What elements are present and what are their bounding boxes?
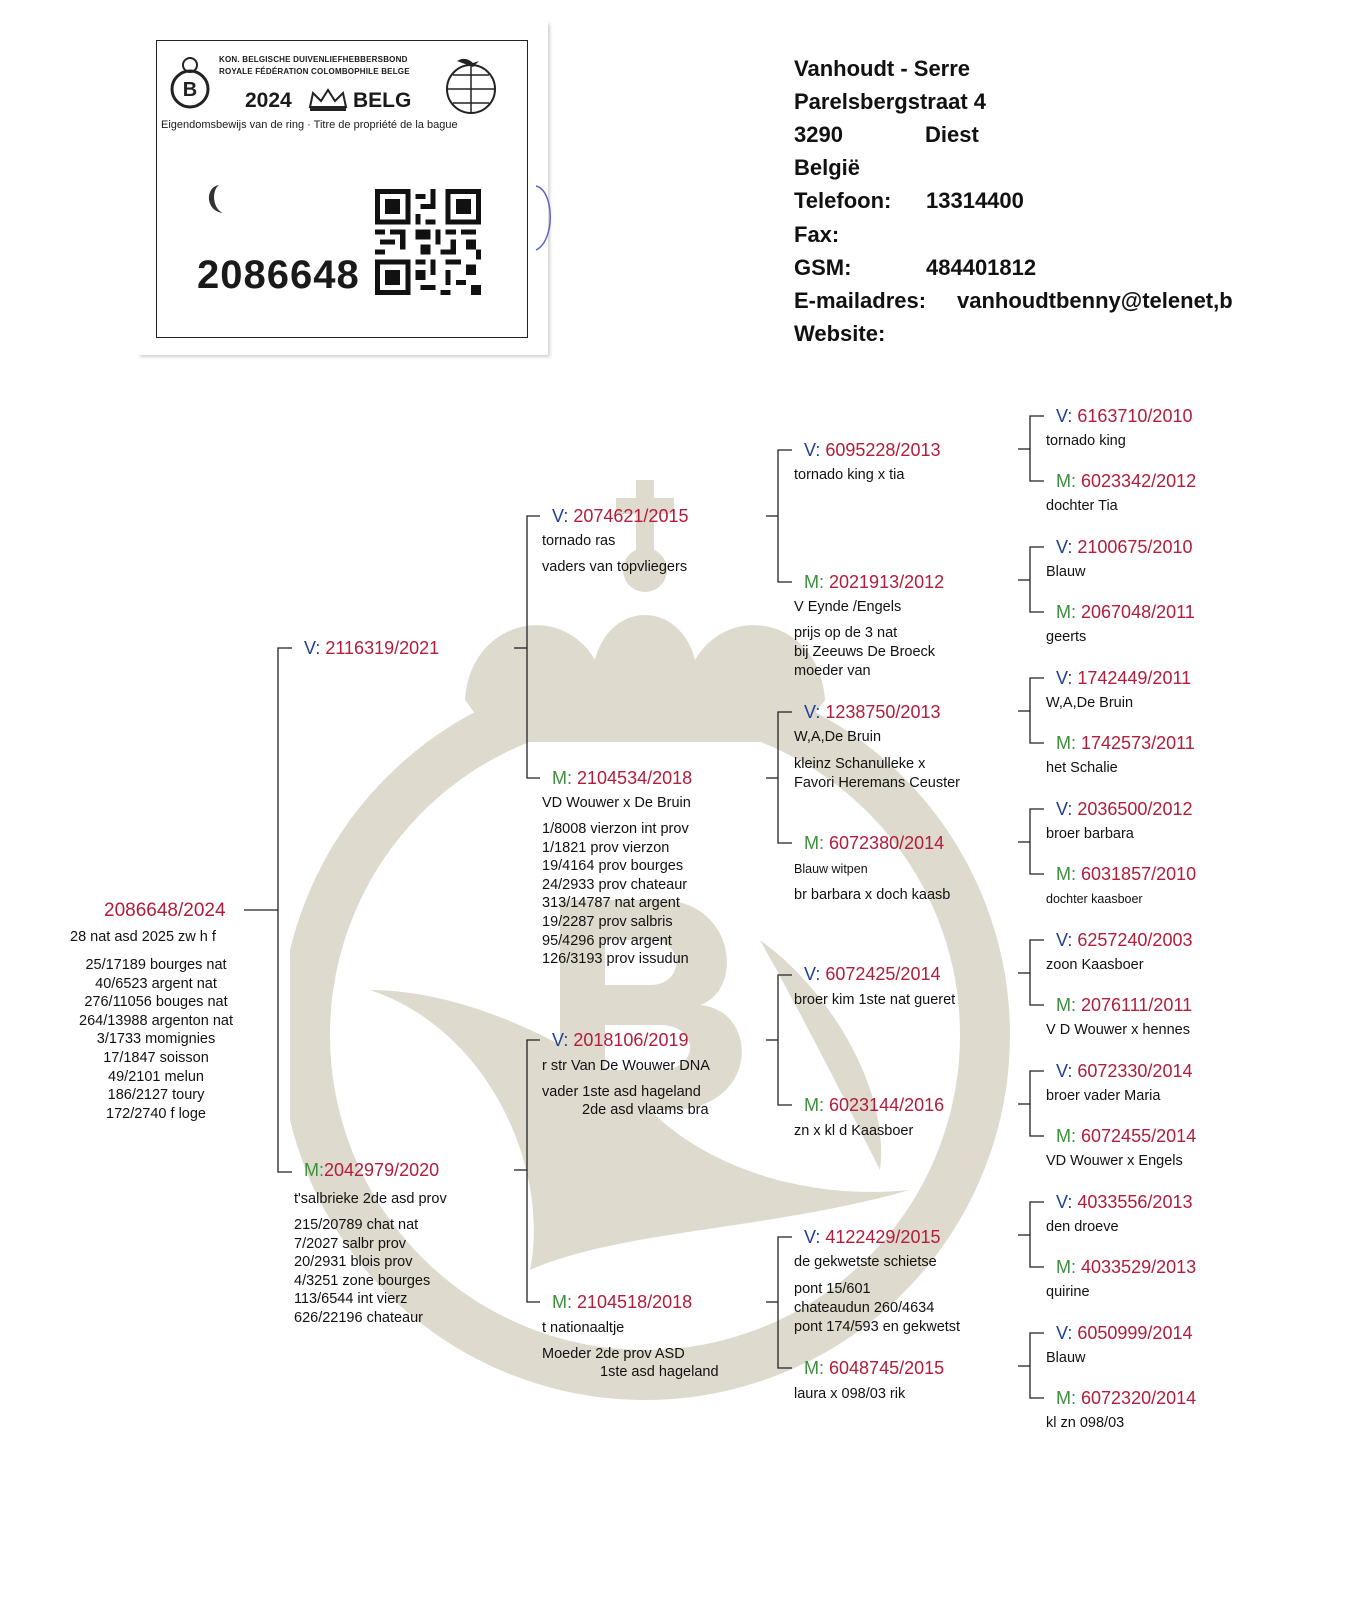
result-line: 3/1733 momignies: [96, 1031, 216, 1048]
website-label: Website:: [794, 321, 886, 346]
sex-label-m: M:: [804, 1095, 824, 1115]
gen4-15-line: Blauw: [1046, 1350, 1086, 1366]
result-line: 40/6523 argent nat: [95, 975, 217, 992]
result-line: 1/1821 prov vierzon: [542, 839, 670, 856]
gen3-6-line: zn x kl d Kaasboer: [794, 1123, 914, 1139]
sex-label-m: M:: [552, 768, 572, 788]
result-line: 4/3251 zone bourges: [294, 1272, 431, 1289]
sex-label-v: V:: [1056, 930, 1073, 950]
fax-label: Fax:: [794, 222, 840, 247]
email-label: E-mailadres:: [794, 288, 927, 313]
subject-note: 28 nat asd 2025 zw h f: [70, 929, 216, 945]
gen4-8: [1056, 864, 1196, 885]
ring-number: 2086648: [197, 253, 360, 297]
result-line: 186/2127 toury: [107, 1087, 205, 1104]
sex-label-m: M:: [1056, 1257, 1076, 1277]
gen4-2-ring: 6023342/2012: [1081, 471, 1197, 491]
ring-year: 2024: [245, 89, 292, 112]
gen2-mf-ring: 2018106/2019: [573, 1030, 689, 1050]
gen2-mm-line1: t nationaaltje: [542, 1320, 625, 1336]
gen2-fm: [552, 768, 692, 789]
gen4-16-line: kl zn 098/03: [1046, 1415, 1125, 1431]
result-line: 19/2287 prov salbris: [542, 913, 673, 930]
gen2-ff-line2: vaders van topvliegers: [542, 559, 688, 575]
gen4-8-ring: 6031857/2010: [1081, 864, 1197, 884]
gen3-8-line: laura x 098/03 rik: [794, 1386, 906, 1402]
gen2-fm-ring: 2104534/2018: [577, 768, 693, 788]
gen4-14-line: quirine: [1046, 1284, 1090, 1300]
ring-card-caption: Eigendomsbewijs van de ring · Titre de propriété de la bague: [161, 119, 458, 131]
gen2-mm-ring: 2104518/2018: [577, 1292, 693, 1312]
gen3-8-ring: 6048745/2015: [829, 1358, 945, 1378]
gsm-label: GSM:: [794, 255, 852, 280]
gen3-5: [804, 964, 940, 985]
gen4-10: [1056, 995, 1192, 1016]
sex-label-v: V:: [1056, 406, 1073, 426]
gen4-11-line: broer vader Maria: [1046, 1088, 1161, 1104]
gen4-9-line: zoon Kaasboer: [1046, 957, 1144, 973]
gen1-mother-results: [294, 1216, 430, 1328]
gen3-3-line: kleinz Schanulleke x: [794, 756, 926, 772]
result-line: 7/2027 salbr prov: [294, 1235, 407, 1252]
subject-ring: 2086648/2024: [104, 900, 226, 921]
result-line: 126/3193 prov issudun: [542, 951, 689, 968]
gen3-1-ring: 6095228/2013: [825, 440, 941, 460]
gen3-3-line: Favori Heremans Ceuster: [794, 775, 960, 791]
gen4-6-ring: 1742573/2011: [1081, 733, 1195, 753]
sex-label-m: M:: [804, 572, 824, 592]
owner-city: Diest: [925, 122, 979, 147]
gen3-2-line: V Eynde /Engels: [794, 599, 902, 615]
gen2-mf-line3: 2de asd vlaams bra: [582, 1102, 709, 1118]
gen3-2: [804, 572, 944, 593]
gen3-4-ring: 6072380/2014: [829, 833, 945, 853]
result-line: 276/11056 bouges nat: [84, 994, 228, 1011]
sex-label-m: M:: [1056, 995, 1076, 1015]
sex-label-m: M:: [1056, 1388, 1076, 1408]
owner-postcode: 3290: [794, 122, 843, 147]
sex-label-v: V:: [1056, 1323, 1073, 1343]
gen3-2-line: moeder van: [794, 663, 871, 679]
result-line: 113/6544 int vierz: [294, 1291, 408, 1308]
result-line: 95/4296 prov argent: [542, 932, 672, 949]
sex-label-v: V:: [804, 702, 821, 722]
gen4-12: [1056, 1126, 1196, 1147]
result-line: 24/2933 prov chateaur: [542, 876, 688, 893]
result-line: 17/1847 soisson: [103, 1049, 209, 1066]
gen3-8: [804, 1358, 944, 1379]
gen2-mf-line2: vader 1ste asd hageland: [542, 1084, 701, 1100]
gen4-12-line: VD Wouwer x Engels: [1046, 1153, 1183, 1169]
sex-label-v: V:: [1056, 1192, 1073, 1212]
gen3-7-line: chateaudun 260/4634: [794, 1300, 935, 1316]
gen3-2-line: prijs op de 3 nat: [794, 625, 898, 641]
gen4-11-ring: 6072330/2014: [1077, 1061, 1193, 1081]
gen4-7-ring: 2036500/2012: [1077, 799, 1193, 819]
gen3-2-ring: 2021913/2012: [829, 572, 945, 592]
sex-label-v: V:: [804, 1227, 821, 1247]
gen3-5-ring: 6072425/2014: [825, 964, 941, 984]
result-line: 25/17189 bourges nat: [85, 957, 227, 973]
owner-street: Parelsbergstraat 4: [794, 89, 986, 114]
gen1-father-ring: 2116319/2021: [325, 638, 440, 658]
gen4-4-line: geerts: [1046, 629, 1087, 645]
gen4-6: [1056, 733, 1195, 754]
gen2-ff-ring: 2074621/2015: [573, 506, 689, 526]
gen4-15-ring: 6050999/2014: [1077, 1323, 1193, 1343]
sex-label-v: V:: [1056, 668, 1073, 688]
result-line: 19/4164 prov bourges: [542, 858, 684, 875]
result-line: 1/8008 vierzon int prov: [542, 821, 689, 837]
gen4-10-ring: 2076111/2011: [1081, 995, 1193, 1015]
result-line: 264/13988 argenton nat: [79, 1012, 233, 1029]
gen4-5: [1056, 668, 1191, 689]
sex-label-m: M:: [1056, 602, 1076, 622]
gen4-16: [1056, 1388, 1196, 1409]
gen4-5-line: W,A,De Bruin: [1046, 695, 1134, 711]
gen4-13-ring: 4033556/2013: [1077, 1192, 1193, 1212]
sex-label-m: M:: [1056, 1126, 1076, 1146]
gen4-1-line: tornado king: [1046, 433, 1126, 449]
gen3-4-line: br barbara x doch kaasb: [794, 887, 951, 903]
sex-label-m: M:: [1056, 733, 1076, 753]
gen2-ff: [552, 506, 688, 527]
gen3-7-line: pont 15/601: [794, 1281, 871, 1297]
gen4-11: [1056, 1061, 1192, 1082]
result-line: 215/20789 chat nat: [294, 1217, 419, 1233]
sex-label-m: M:: [804, 1358, 824, 1378]
gen4-9-ring: 6257240/2003: [1077, 930, 1193, 950]
gen3-2-line: bij Zeeuws De Broeck: [794, 644, 936, 660]
gen3-3-line: W,A,De Bruin: [794, 729, 882, 745]
gen3-4: [804, 833, 944, 854]
gen2-ff-line1: tornado ras: [542, 533, 616, 549]
sex-label-v: V:: [552, 1030, 569, 1050]
gen3-6-ring: 6023144/2016: [829, 1095, 945, 1115]
result-line: 172/2740 f loge: [106, 1105, 206, 1122]
sex-label-m: M:: [1056, 471, 1076, 491]
sex-label-v: V:: [1056, 537, 1073, 557]
gen4-15: [1056, 1323, 1192, 1344]
sex-label-v: V:: [804, 440, 821, 460]
result-line: 626/22196 chateaur: [294, 1309, 423, 1326]
gen2-mf: [552, 1030, 688, 1051]
gen2-fm-results: [542, 820, 689, 969]
result-line: 20/2931 blois prov: [294, 1254, 413, 1271]
gen4-1-ring: 6163710/2010: [1077, 406, 1193, 426]
owner-country: België: [794, 155, 861, 180]
owner-name: Vanhoudt - Serre: [794, 56, 971, 81]
sex-label-v: V:: [1056, 1061, 1073, 1081]
gen4-2-line: dochter Tia: [1046, 498, 1118, 514]
gen4-3-ring: 2100675/2010: [1077, 537, 1193, 557]
gen3-7-ring: 4122429/2015: [825, 1227, 941, 1247]
ring-country: BELG: [353, 89, 412, 112]
gen2-mm: [552, 1292, 692, 1313]
federation-name-nl: KON. BELGISCHE DUIVENLIEFHEBBERSBOND: [219, 55, 408, 64]
gen4-8-line: dochter kaasboer: [1046, 892, 1143, 906]
result-line: 313/14787 nat argent: [542, 895, 680, 912]
sex-label-m: M:: [804, 833, 824, 853]
gen4-4: [1056, 602, 1195, 623]
gen2-fm-line1: VD Wouwer x De Bruin: [542, 795, 691, 811]
gen3-3-ring: 1238750/2013: [825, 702, 941, 722]
gen3-7-line: pont 174/593 en gekwetst: [794, 1319, 961, 1335]
gen4-9: [1056, 930, 1192, 951]
gen4-14: [1056, 1257, 1196, 1278]
gen4-5-ring: 1742449/2011: [1077, 668, 1192, 688]
gen4-10-line: V D Wouwer x hennes: [1046, 1022, 1190, 1038]
gen1-mother: [304, 1160, 439, 1181]
gen4-1: [1056, 406, 1192, 427]
gen4-3: [1056, 537, 1192, 558]
gen3-6: [804, 1095, 944, 1116]
subject-results: [56, 956, 256, 1123]
gen2-mm-line2: Moeder 2de prov ASD: [542, 1346, 685, 1362]
phone-value: 13314400: [926, 188, 1024, 213]
gen3-7-line: de gekwetste schietse: [794, 1254, 937, 1270]
gen3-1-line: tornado king x tia: [794, 467, 905, 483]
federation-name-fr: ROYALE FÉDÉRATION COLOMBOPHILE BELGE: [219, 67, 410, 76]
gen4-12-ring: 6072455/2014: [1081, 1126, 1197, 1146]
gen4-6-line: het Schalie: [1046, 760, 1118, 776]
gen2-mm-line3: 1ste asd hageland: [600, 1364, 719, 1380]
result-line: 49/2101 melun: [108, 1068, 204, 1085]
gen3-5-line: broer kim 1ste nat gueret: [794, 992, 956, 1008]
gen1-mother-note: t'salbrieke 2de asd prov: [294, 1191, 447, 1207]
gen3-1: [804, 440, 940, 461]
gen4-14-ring: 4033529/2013: [1081, 1257, 1197, 1277]
gen4-7: [1056, 799, 1192, 820]
sex-label-v: V:: [552, 506, 569, 526]
gen4-13: [1056, 1192, 1192, 1213]
gen1-father: [304, 638, 439, 659]
sex-label-v: V:: [1056, 799, 1073, 819]
gen4-7-line: broer barbara: [1046, 826, 1134, 842]
gen1-mother-ring: 2042979/2020: [324, 1160, 440, 1180]
gen4-16-ring: 6072320/2014: [1081, 1388, 1197, 1408]
gen3-3: [804, 702, 940, 723]
gen4-13-line: den droeve: [1046, 1219, 1119, 1235]
email-value: vanhoudtbenny@telenet,b: [957, 288, 1233, 313]
sex-label-v: V:: [804, 964, 821, 984]
gsm-value: 484401812: [926, 255, 1037, 280]
sex-label-m: M:: [552, 1292, 572, 1312]
phone-label: Telefoon:: [794, 188, 892, 213]
svg-text:B: B: [182, 79, 198, 101]
sex-label-m: M:: [304, 1160, 324, 1180]
sex-label-m: M:: [1056, 864, 1076, 884]
gen3-4-line: Blauw witpen: [794, 862, 868, 876]
gen4-3-line: Blauw: [1046, 564, 1086, 580]
gen4-4-ring: 2067048/2011: [1081, 602, 1195, 622]
sex-label-v: V:: [304, 638, 321, 658]
gen4-2: [1056, 471, 1196, 492]
gen2-mf-line1: r str Van De Wouwer DNA: [542, 1058, 710, 1074]
gen3-7: [804, 1227, 940, 1248]
